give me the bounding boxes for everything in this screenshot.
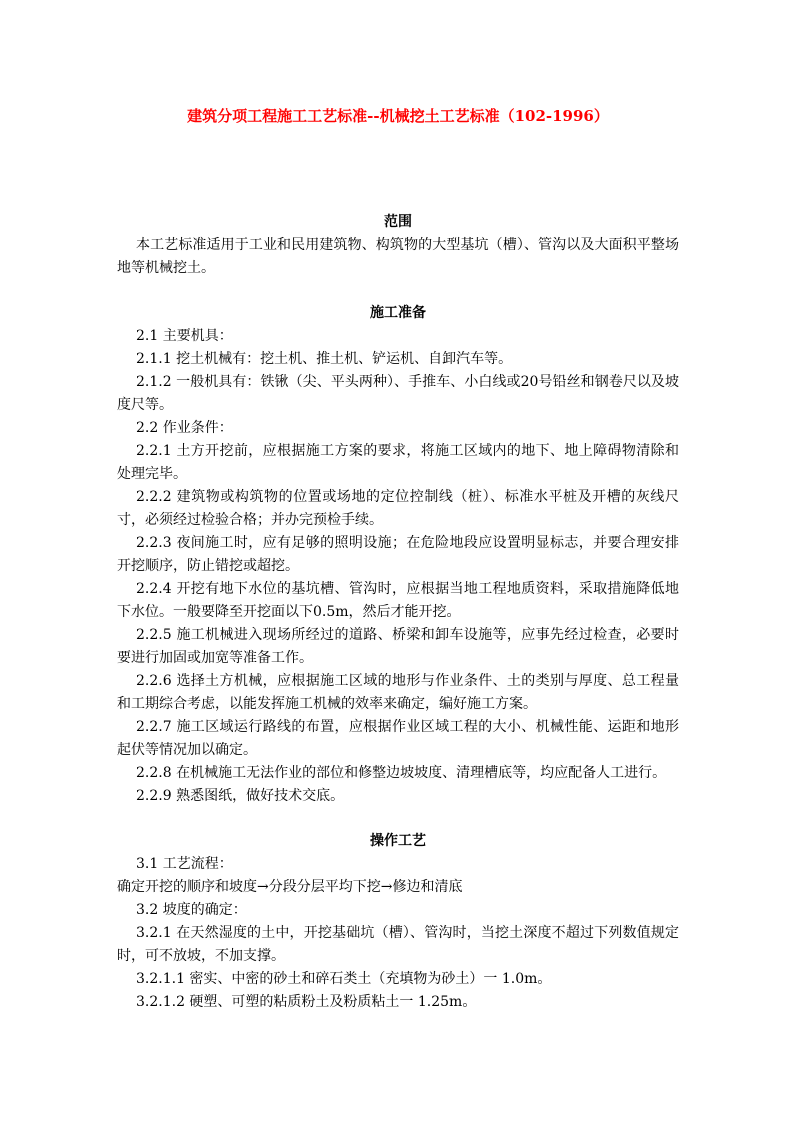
section-heading: 施工准备	[370, 305, 426, 321]
paragraph: 2.2 作业条件：	[136, 420, 233, 436]
paragraph: 2.1.2 一般机具有：铁锹（尖、平头两种）、手推车、小白线或20号铅丝和钢卷尺以及坡度尺等。	[117, 374, 679, 413]
paragraph: 2.2.5 施工机械进入现场所经过的道路、桥梁和卸车设施等，应事先经过检查，必要时要进行加固或加宽等准备工作。	[117, 627, 679, 666]
paragraph: 2.2.8 在机械施工无法作业的部位和修整边坡坡度、清理槽底等，均应配备人工进行。	[136, 765, 667, 781]
section-operation	[117, 830, 679, 1014]
paragraph: 2.2.2 建筑物或构筑物的位置或场地的定位控制线（桩）、标准水平桩及开槽的灰线尺寸，必须经过检验合格；并办完预检手续。	[117, 489, 679, 528]
section-preparation	[117, 302, 679, 808]
paragraph: 2.1.1 挖土机械有：挖土机、推土机、铲运机、自卸汽车等。	[136, 351, 513, 367]
section-heading: 操作工艺	[370, 833, 426, 849]
paragraph: 2.1 主要机具：	[136, 328, 233, 344]
section-scope	[117, 211, 679, 280]
paragraph: 2.2.4 开挖有地下水位的基坑槽、管沟时，应根据当地工程地质资料，采取措施降低地下水位。一般要降至开挖面以下0.5m，然后才能开挖。	[117, 581, 679, 620]
document-title: 建筑分项工程施工工艺标准--机械挖土工艺标准（102-1996）	[187, 107, 609, 125]
paragraph: 本工艺标准适用于工业和民用建筑物、构筑物的大型基坑（槽）、管沟以及大面积平整场地等机械挖土。	[117, 237, 679, 276]
paragraph: 3.2.1.1 密实、中密的砂土和碎石类土（充填物为砂土）一 1.0m。	[136, 971, 552, 987]
paragraph: 2.2.1 土方开挖前，应根据施工方案的要求，将施工区域内的地下、地上障碍物清除和处理完毕。	[117, 443, 679, 482]
paragraph: 3.2.1 在天然湿度的土中，开挖基础坑（槽）、管沟时，当挖土深度不超过下列数值规定时，可不放坡，不加支撑。	[117, 925, 679, 964]
paragraph: 2.2.7 施工区域运行路线的布置，应根据作业区域工程的大小、机械性能、运距和地形起伏等情况加以确定。	[117, 719, 679, 758]
paragraph: 3.1 工艺流程：	[136, 856, 233, 872]
paragraph: 3.2.1.2 硬塑、可塑的粘质粉土及粉质粘土一 1.25m。	[136, 994, 477, 1010]
paragraph: 2.2.9 熟悉图纸，做好技术交底。	[136, 788, 345, 804]
paragraph: 3.2 坡度的确定：	[136, 902, 247, 918]
document-page	[117, 104, 679, 1014]
section-heading: 范围	[384, 214, 412, 230]
process-flow: 确定开挖的顺序和坡度→分段分层平均下挖→修边和清底	[117, 879, 463, 895]
paragraph: 2.2.3 夜间施工时，应有足够的照明设施；在危险地段应设置明显标志，并要合理安排开挖顺序，防止错挖或超挖。	[117, 535, 679, 574]
paragraph: 2.2.6 选择土方机械，应根据施工区域的地形与作业条件、土的类别与厚度、总工程量和工期综合考虑，以能发挥施工机械的效率来确定，编好施工方案。	[117, 673, 679, 712]
